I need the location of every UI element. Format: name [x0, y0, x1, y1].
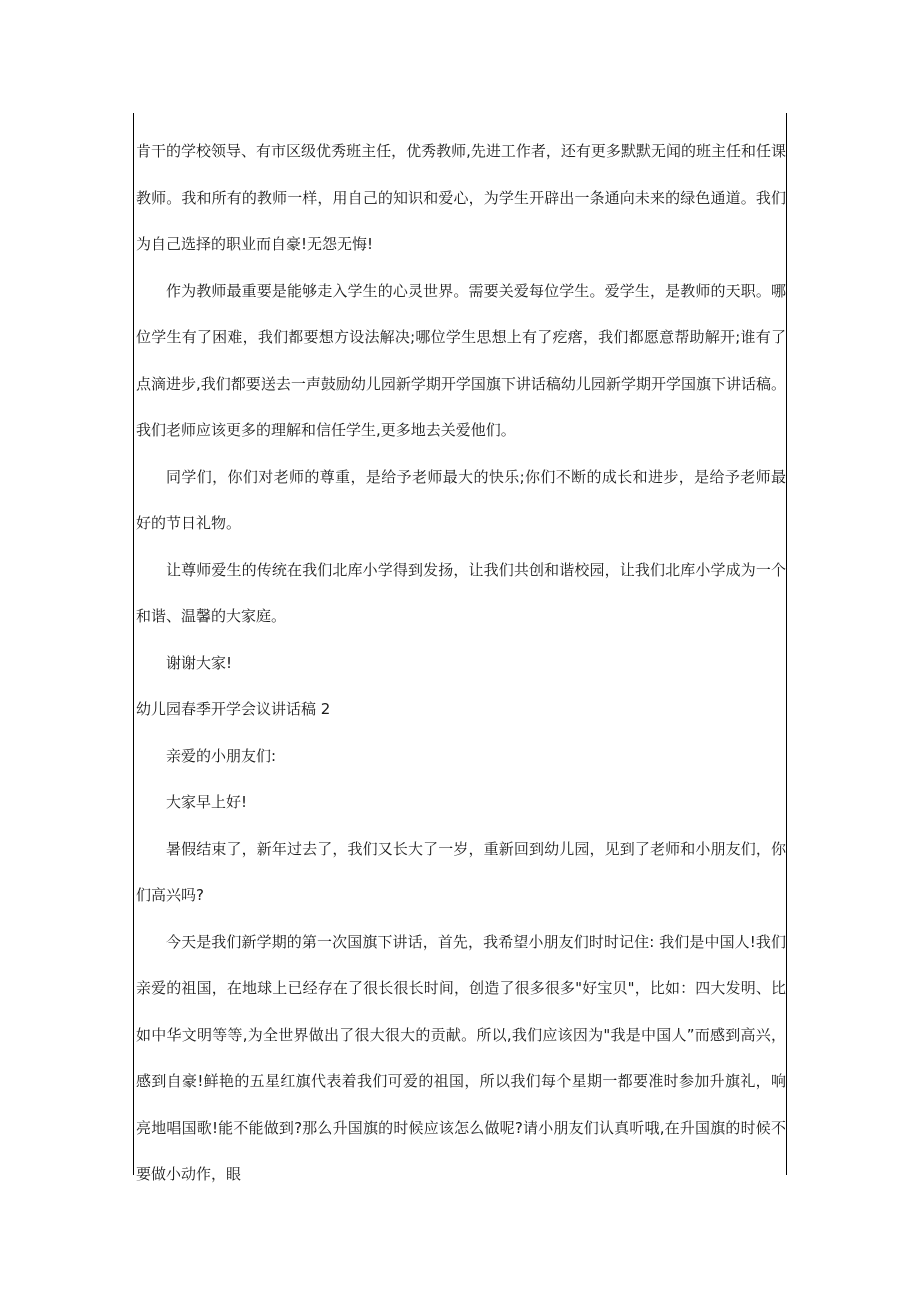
paragraph-students-respect: 同学们，你们对老师的尊重，是给予老师最大的快乐;你们不断的成长和进步，是给予老师最好的节日礼物。: [136, 467, 786, 532]
paragraph-teacher-role: 作为教师最重要是能够走入学生的心灵世界。需要关爱每位学生。爱学生，是教师的天职。哪位学生有了困难，我们都要想方设法解决;哪位学生思想上有了疙瘩，我们都愿意帮助解开;谁有了点滴进步,我们都要送去一声鼓励幼儿园新学期开学国旗下讲话稿幼儿园新学期开学国旗下讲话稿。我们老师应该更多的理解和信任学生,更多地去关爱他们。: [136, 281, 786, 439]
paragraph-salutation: 亲爱的小朋友们:: [166, 746, 277, 765]
document-body: [136, 128, 786, 1198]
page-border-right: [786, 113, 787, 1175]
paragraph-teachers-intro: 肯干的学校领导、有市区级优秀班主任，优秀教师,先进工作者，还有更多默默无闻的班主任和任课教师。我和所有的教师一样，用自己的知识和爱心，为学生开辟出一条通向未来的绿色通道。我们为自己选择的职业而自豪!无怨无悔!: [136, 142, 786, 253]
page-border-left: [133, 113, 134, 1175]
paragraph-tradition: 让尊师爱生的传统在我们北库小学得到发扬，让我们共创和谐校园，让我们北库小学成为一个和谐、温馨的大家庭。: [136, 560, 786, 625]
paragraph-flag-speech: 今天是我们新学期的第一次国旗下讲话，首先，我希望小朋友们时时记住: 我们是中国人!我们亲爱的祖国，在地球上已经存在了很长很长时间，创造了很多很多"好宝贝"，比如：四大发明、比如中华文明等等,为全世界做出了很大很大的贡献。所以,我们应该因为"我是中国人”而感到高兴，感到自豪!鲜艳的五星红旗代表着我们可爱的祖国，所以我们每个星期一都要准时参加升旗礼，响亮地唱国歌!能不能做到?那么升国旗的时候应该怎么做呢?请小朋友们认真听哦,在升国旗的时候不要做小动作，眼: [136, 932, 786, 1183]
paragraph-greeting: 大家早上好!: [166, 793, 248, 811]
paragraph-thanks: 谢谢大家!: [166, 653, 233, 672]
paragraph-summer-over: 暑假结束了，新年过去了，我们又长大了一岁，重新回到幼儿园，见到了老师和小朋友们，你们高兴吗?: [136, 839, 786, 904]
section-heading: 幼儿园春季开学会议讲话稿 2: [136, 700, 331, 718]
